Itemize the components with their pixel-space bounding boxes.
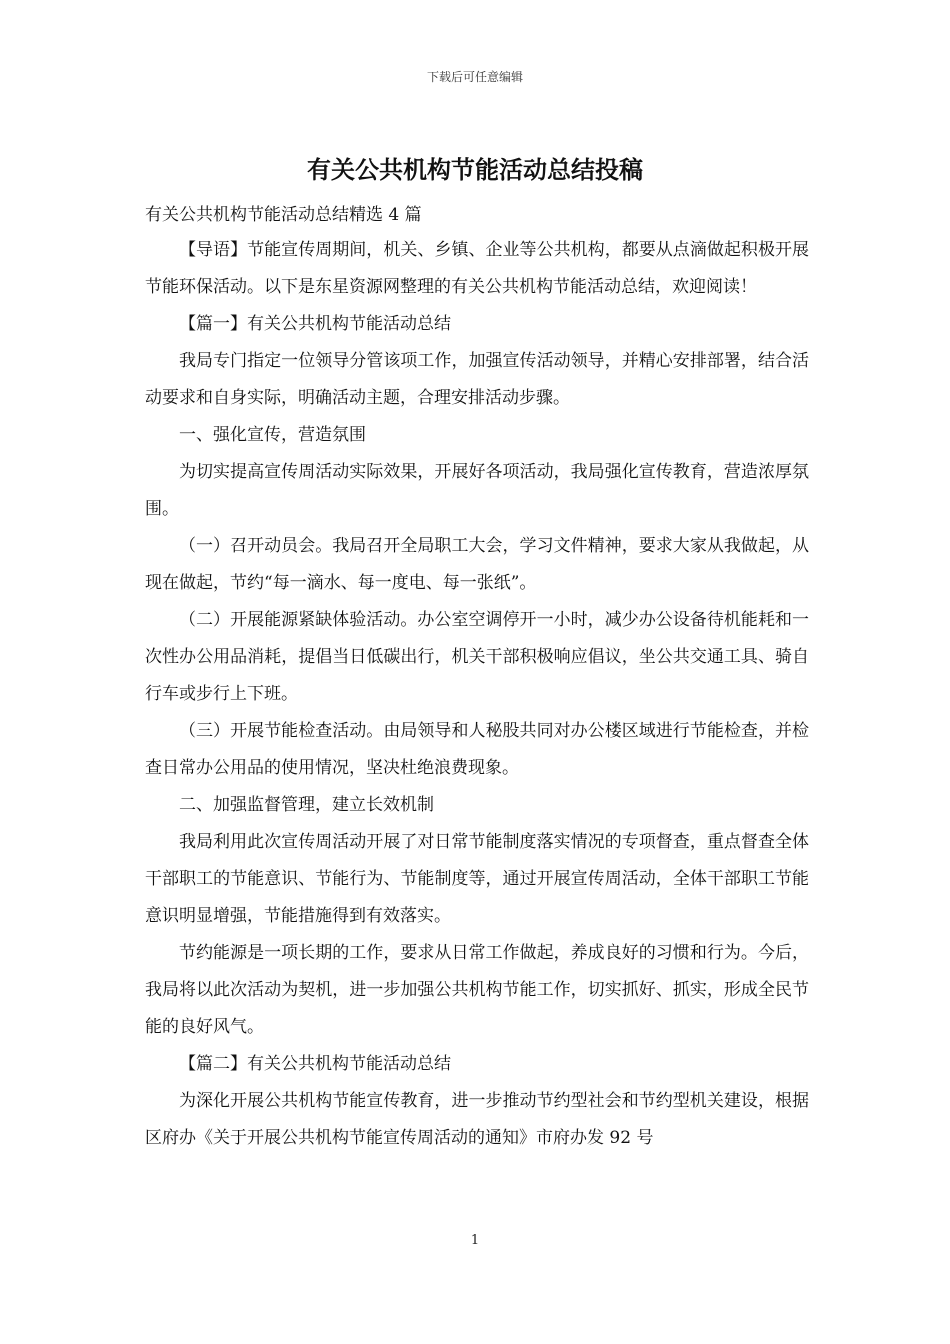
body-paragraph: （一）召开动员会。我局召开全局职工大会，学习文件精神，要求大家从我做起，从现在做起，节约“每一滴水、每一度电、每一张纸”。 <box>145 536 809 593</box>
body-paragraph: 节约能源是一项长期的工作，要求从日常工作做起，养成良好的习惯和行为。今后，我局将以此次活动为契机，进一步加强公共机构节能工作，切实抓好、抓实，形成全民节能的良好风气。 <box>145 943 809 1037</box>
subsection-heading: 一、强化宣传，营造氛围 <box>179 425 366 445</box>
page-number: 1 <box>470 1233 480 1248</box>
document-title: 有关公共机构节能活动总结投稿 <box>307 155 643 184</box>
section-heading-part-one: 【篇一】有关公共机构节能活动总结 <box>179 314 451 334</box>
body-paragraph: （二）开展能源紧缺体验活动。办公室空调停开一小时，减少办公设备待机能耗和一次性办公用品消耗，提倡当日低碳出行，机关干部积极响应倡议，坐公共交通工具、骑自行车或步行上下班。 <box>145 610 809 704</box>
body-paragraph: 为切实提高宣传周活动实际效果，开展好各项活动，我局强化宣传教育，营造浓厚氛围。 <box>145 462 809 519</box>
body-paragraph: 我局利用此次宣传周活动开展了对日常节能制度落实情况的专项督查，重点督查全体干部职工的节能意识、节能行为、节能制度等，通过开展宣传周活动，全体干部职工节能意识明显增强，节能措施得到有效落实。 <box>145 832 809 926</box>
document-subtitle: 有关公共机构节能活动总结精选 4 篇 <box>145 205 422 225</box>
subsection-heading: 二、加强监督管理，建立长效机制 <box>179 795 434 815</box>
intro-paragraph: 【导语】节能宣传周期间，机关、乡镇、企业等公共机构，都要从点滴做起积极开展节能环保活动。以下是东星资源网整理的有关公共机构节能活动总结，欢迎阅读！ <box>145 240 809 297</box>
section-heading-part-two: 【篇二】有关公共机构节能活动总结 <box>179 1054 451 1074</box>
page-header-note: 下载后可任意编辑 <box>426 70 523 84</box>
document-body <box>145 232 809 1157</box>
body-paragraph: （三）开展节能检查活动。由局领导和人秘股共同对办公楼区域进行节能检查，并检查日常办公用品的使用情况，坚决杜绝浪费现象。 <box>145 721 809 778</box>
body-paragraph: 我局专门指定一位领导分管该项工作，加强宣传活动领导，并精心安排部署，结合活动要求和自身实际，明确活动主题，合理安排活动步骤。 <box>145 351 809 408</box>
body-paragraph: 为深化开展公共机构节能宣传教育，进一步推动节约型社会和节约型机关建设，根据区府办《关于开展公共机构节能宣传周活动的通知》市府办发 92 号 <box>145 1091 809 1148</box>
